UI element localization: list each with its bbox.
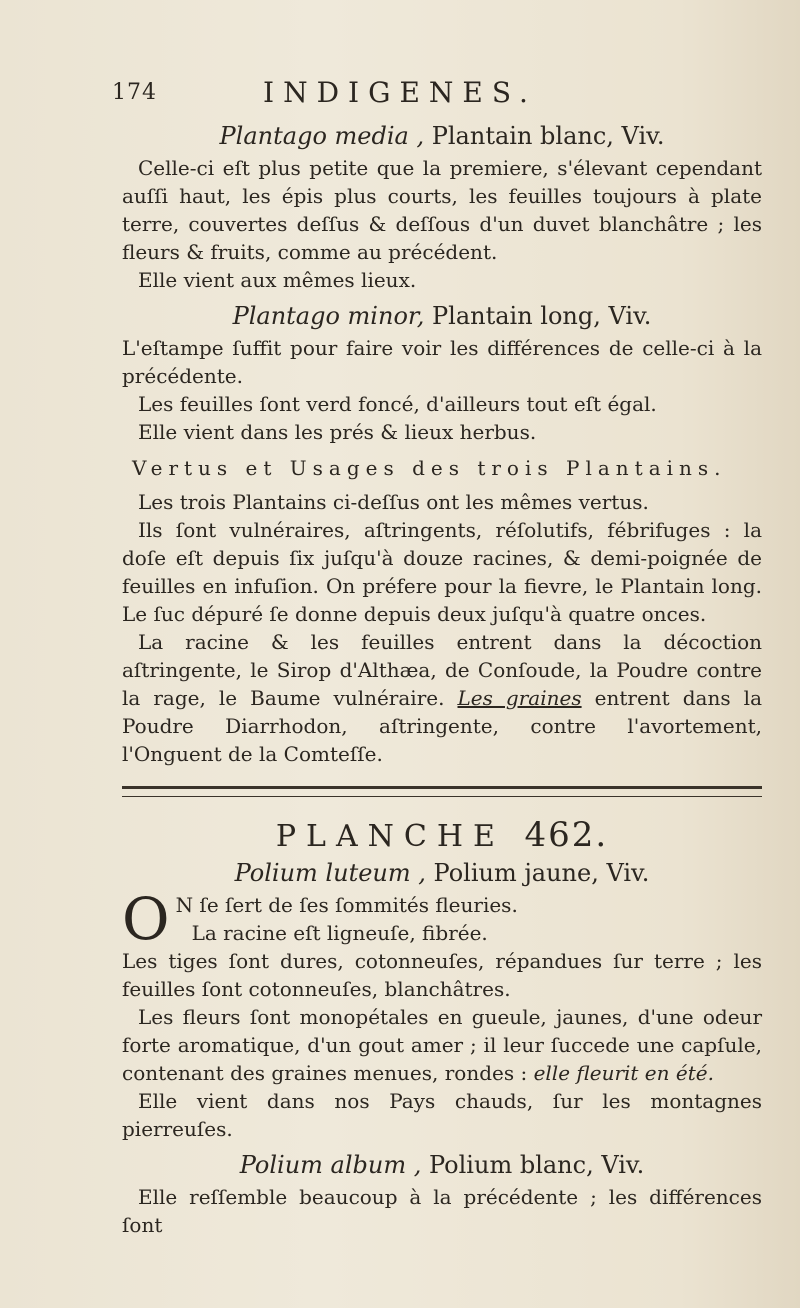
paragraph: La racine eſt ligneuſe, fibrée. [191, 921, 488, 945]
page-number: 174 [112, 80, 157, 105]
page-header [0, 76, 800, 110]
text-run: Les fleurs ſont monopétales en gueule, jaunes, d'une odeur forte aromatique, d'un gout amer ; il leur ſuccede une capſule, contenant des graines menues, rondes : [122, 1005, 762, 1085]
french-name: Plantain blanc, Viv. [424, 122, 665, 150]
entry-title-polium-album [122, 1151, 762, 1179]
text-run: N ſe ſert de ſes ſommités fleuries. [175, 893, 518, 917]
paragraph: Elle reſſemble beaucoup à la précédente ; les différences ſont [122, 1185, 762, 1237]
paragraph: Celle-ci eſt plus petite que la premiere, s'élevant cependant auſſi haut, les épis plus courts, les feuilles toujours à plate terre, couvertes deſſus & deſſous d'un duvet blanchâtre ; les fleurs & fruits, comme au précédent. [122, 156, 762, 264]
section-heading-vertus: Vertus et Usages des trois Plantains. [132, 456, 727, 480]
paragraph: Ils ſont vulnéraires, aſtringents, réſolutifs, fébrifuges : la doſe eſt depuis ſix juſqu'à douze racines, & demi-poignée de feuilles en infuſion. On préfere pour la fievre, le Plantain long. Le ſuc dépuré ſe donne depuis deux juſqu'à quatre onces. [122, 518, 762, 626]
paragraph: Les feuilles ſont verd foncé, d'ailleurs tout eſt égal. [138, 392, 657, 416]
paragraph: Elle vient aux mêmes lieux. [138, 268, 417, 292]
ornamental-rule [122, 786, 762, 797]
running-head: INDIGENES. [263, 76, 537, 109]
drop-cap: O [122, 885, 170, 953]
paragraph: Elle vient dans nos Pays chauds, ſur les montagnes pierreuſes. [122, 1089, 762, 1141]
plate-label: PLANCHE [275, 819, 505, 854]
italic-text-run: Les graines [457, 686, 582, 710]
entry-title-polium-luteum [122, 859, 762, 887]
latin-name: Polium luteum , [234, 859, 426, 887]
plate-number: 462. [524, 815, 609, 855]
french-name: Polium jaune, Viv. [425, 859, 650, 887]
paragraph: L'eſtampe ſuffit pour faire voir les différences de celle-ci à la précédente. [122, 336, 762, 388]
french-name: Plantain long, Viv. [424, 302, 652, 330]
paragraph: Les trois Plantains ci-deſſus ont les mêmes vertus. [138, 490, 649, 514]
page-body [122, 114, 762, 1239]
paragraph [122, 1003, 762, 1087]
entry-title-plantago-media [122, 122, 762, 150]
text-run: entrent dans la Poudre Diarrhodon, aſtringente, contre l'avortement, l'Onguent de la Comteſſe. [122, 686, 762, 766]
latin-name: Plantago media , [219, 122, 425, 150]
plate-heading [122, 815, 762, 855]
text-run: La racine & les feuilles entrent dans la décoction aſtringente, le Sirop d'Althæa, de Conſoude, la Poudre contre la rage, le Baume vulnéraire. [122, 630, 762, 710]
entry-title-plantago-minor [122, 302, 762, 330]
latin-name: Polium album , [239, 1151, 422, 1179]
paragraph: Les tiges ſont dures, cotonneuſes, répandues ſur terre ; les feuilles ſont cotonneuſes, blanchâtres. [122, 949, 762, 1001]
latin-name: Plantago minor, [232, 302, 425, 330]
french-name: Polium blanc, Viv. [421, 1151, 645, 1179]
paragraph: Elle vient dans les prés & lieux herbus. [138, 420, 537, 444]
paragraph [122, 628, 762, 768]
italic-text-run: elle fleurit en été. [533, 1061, 714, 1085]
